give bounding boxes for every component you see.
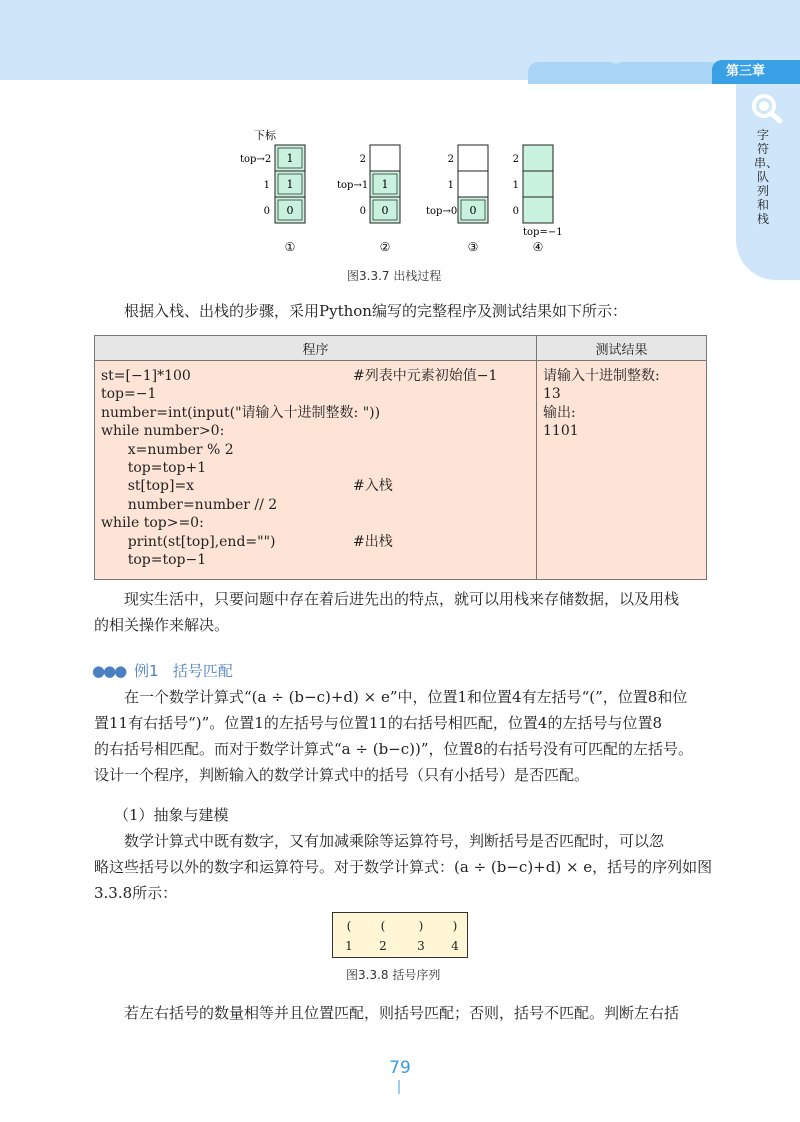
step-label-3: ③ <box>467 240 479 254</box>
stack-4 <box>513 145 563 254</box>
section-heading: （1）抽象与建模 <box>114 806 229 824</box>
step-label-1: ① <box>284 240 296 254</box>
bullet-dots-icon: ●●● <box>92 662 126 680</box>
result-line: 13 <box>543 386 561 403</box>
figure-caption-3-3-7: 图3.3.7 出栈过程 <box>347 269 442 283</box>
page-number: 79 <box>389 1058 411 1078</box>
bracket-char: ) <box>418 919 424 933</box>
example-line: 的右括号相匹配。而对于数学计算式“a ÷ (b−c))”，位置8的右括号没有可匹配的左括号。 <box>94 740 694 758</box>
bracket-position: 1 <box>345 939 353 953</box>
example-title: 括号匹配 <box>172 662 233 680</box>
bracket-char: ( <box>380 919 386 933</box>
example-heading <box>92 660 233 681</box>
figure-top-label: 下标 <box>254 130 276 142</box>
bracket-char: ) <box>452 919 458 933</box>
code-comment: #出栈 <box>353 533 393 550</box>
result-column-header: 测试结果 <box>537 336 707 361</box>
real-life-paragraph-line2: 的相关操作来解决。 <box>94 616 230 634</box>
section-line: 数学计算式中既有数字，又有加减乘除等运算符号，判断括号是否匹配时，可以忽 <box>124 832 665 850</box>
figure-caption-3-3-8: 图3.3.8 括号序列 <box>346 968 441 982</box>
example-line: 设计一个程序，判断输入的数学计算式中的括号（只有小括号）是否匹配。 <box>94 766 590 784</box>
stack2-index-0: 0 <box>359 206 366 217</box>
bracket-position: 3 <box>417 939 425 953</box>
stack-1 <box>240 145 305 254</box>
code-line: x=number % 2 <box>101 441 234 458</box>
stack2-cell-0: 0 <box>381 204 389 217</box>
header-tab-decor <box>528 62 620 84</box>
program-table <box>94 335 707 580</box>
stack2-pointer: top→1 <box>337 180 369 191</box>
example-line: 置11有右括号“)”。位置1的左括号与位置11的右括号相匹配，位置4的左括号与位置8 <box>94 714 662 732</box>
step-label-4: ④ <box>532 240 544 254</box>
page-number-tick <box>398 1080 400 1094</box>
result-cell <box>537 361 707 580</box>
bracket-char: ( <box>346 919 352 933</box>
stack4-pointer: top=−1 <box>523 227 563 238</box>
example-label: 例1 <box>134 662 159 680</box>
chapter-tab: 第三章 <box>712 60 800 84</box>
stack1-cell-2: 1 <box>286 152 294 165</box>
code-comment: #列表中元素初始值−1 <box>353 368 498 384</box>
code-line: number=int(input("请输入十进制整数: ")) <box>101 404 381 421</box>
stack-2 <box>337 145 400 254</box>
stack3-index-2: 2 <box>447 154 454 165</box>
example-line: 在一个数学计算式“(a ÷ (b−c)+d) × e”中，位置1和位置4有左括号“(”，位置8和位 <box>124 688 688 706</box>
stack4-index-2: 2 <box>512 154 519 165</box>
code-line: print(st[top],end="") #出栈 <box>101 533 393 550</box>
bracket-position: 2 <box>379 939 387 953</box>
step-label-2: ② <box>379 240 391 254</box>
code-cell <box>95 361 537 580</box>
code-line: top=top+1 <box>101 459 207 476</box>
pop-process-figure <box>240 125 570 265</box>
magnifier-icon <box>750 92 784 124</box>
intro-paragraph: 根据入栈、出栈的步骤，采用Python编写的完整程序及测试结果如下所示： <box>124 302 627 320</box>
stack4-index-0: 0 <box>512 206 519 217</box>
bracket-position: 4 <box>451 939 459 953</box>
code-line: st[top]=x #入栈 <box>101 478 393 495</box>
code-line: while number>0: <box>101 423 225 440</box>
stack1-index-0: 0 <box>263 206 270 217</box>
stack2-index-2: 2 <box>359 154 366 165</box>
section-line: 3.3.8所示： <box>94 884 178 902</box>
code-line: number=number // 2 <box>101 496 278 513</box>
code-comment: #入栈 <box>353 478 393 495</box>
code-line: top=−1 <box>101 386 157 403</box>
header-tab-decor <box>612 62 722 84</box>
code-line: while top>=0: <box>101 515 204 532</box>
program-column-header: 程序 <box>95 336 537 361</box>
stack3-pointer: top→0 <box>426 206 458 217</box>
real-life-paragraph-line1: 现实生活中，只要问题中存在着后进先出的特点，就可以用栈来存储数据，以及用栈 <box>124 590 680 608</box>
stack1-cell-1: 1 <box>286 178 294 191</box>
result-line: 输出: <box>543 404 576 421</box>
result-line: 请输入十进制整数: <box>543 368 660 384</box>
stack4-index-1: 1 <box>512 180 519 191</box>
stack3-index-1: 1 <box>447 180 454 191</box>
stack2-cell-1: 1 <box>381 178 389 191</box>
result-line: 1101 <box>543 423 579 440</box>
code-line: top=top−1 <box>101 551 207 568</box>
section-side-title: 字符串、队列和栈 <box>754 128 779 226</box>
stack1-pointer: top→2 <box>240 154 272 165</box>
stack1-index-1: 1 <box>263 180 270 191</box>
bracket-sequence-figure <box>332 912 468 958</box>
section-line: 略这些括号以外的数字和运算符号。对于数学计算式：(a ÷ (b−c)+d) × e，括号的序列如图 <box>94 858 713 876</box>
stack3-cell-0: 0 <box>469 204 477 217</box>
code-line: st=[−1]*100 #列表中元素初始值−1 <box>101 368 498 384</box>
stack1-cell-0: 0 <box>286 204 294 217</box>
stack-3 <box>426 145 488 254</box>
last-paragraph-line: 若左右括号的数量相等并且位置匹配，则括号匹配；否则，括号不匹配。判断左右括 <box>124 1004 680 1022</box>
